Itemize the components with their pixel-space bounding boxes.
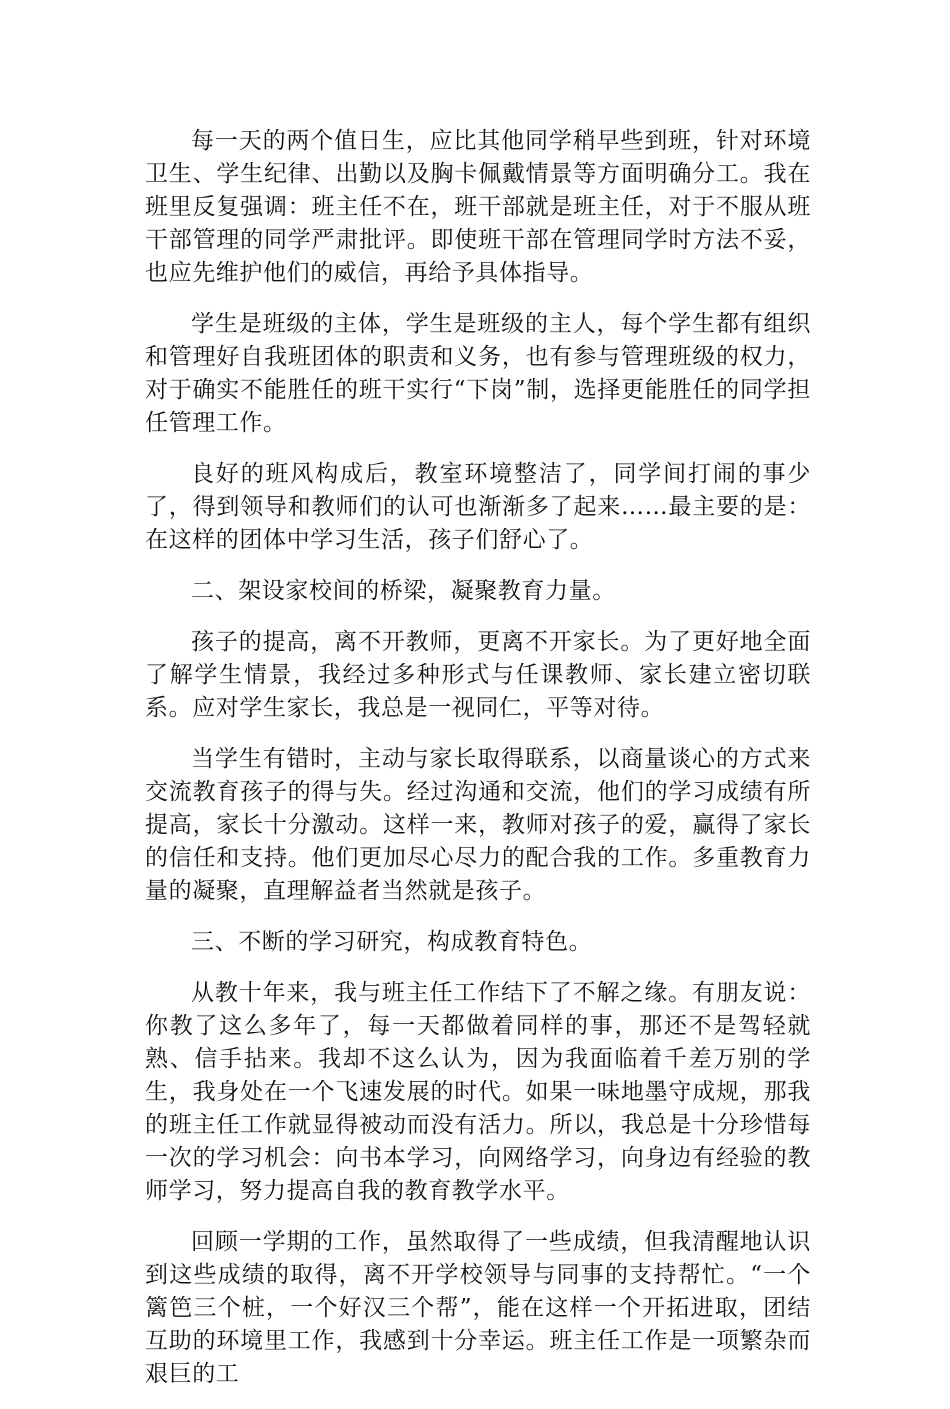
paragraph-student-subject: 学生是班级的主体，学生是班级的主人，每个学生都有组织和管理好自我班团体的职责和义务，也有参与管理班级的权力，对于确实不能胜任的班干实行“下岗”制，选择更能胜任的同学担任管理工作。: [145, 311, 811, 436]
paragraph-student-mistakes: 当学生有错时，主动与家长取得联系，以商量谈心的方式来交流教育孩子的得与失。经过沟通和交流，他们的学习成绩有所提高，家长十分激动。这样一来，教师对孩子的爱，赢得了家长的信任和支持。他们更加尽心尽力的配合我的工作。多重教育力量的凝聚，直理解益者当然就是孩子。: [145, 746, 811, 904]
section-heading-home-school: 二、架设家校间的桥梁，凝聚教育力量。: [191, 578, 616, 604]
document-body: [145, 125, 811, 1409]
section-heading-learning-research: 三、不断的学习研究，构成教育特色。: [191, 929, 593, 955]
paragraph-parents-contact: 孩子的提高，离不开教师，更离不开家长。为了更好地全面了解学生情景，我经过多种形式与任课教师、家长建立密切联系。应对学生家长，我总是一视同仁，平等对待。: [145, 629, 811, 721]
paragraph-duty-students: 每一天的两个值日生，应比其他同学稍早些到班，针对环境卫生、学生纪律、出勤以及胸卡佩戴情景等方面明确分工。我在班里反复强调：班主任不在，班干部就是班主任，对于不服从班干部管理的同学严肃批评。即使班干部在管理同学时方法不妥，也应先维护他们的威信，再给予具体指导。: [145, 128, 811, 286]
paragraph-class-atmosphere: 良好的班风构成后，教室环境整洁了，同学间打闹的事少了，得到领导和教师们的认可也渐渐多了起来……最主要的是：在这样的团体中学习生活，孩子们舒心了。: [145, 461, 811, 553]
paragraph-ten-years-teaching: 从教十年来，我与班主任工作结下了不解之缘。有朋友说：你教了这么多年了，每一天都做着同样的事，那还不是驾轻就熟、信手拈来。我却不这么认为，因为我面临着千差万别的学生，我身处在一个飞速发展的时代。如果一味地墨守成规，那我的班主任工作就显得被动而没有活力。所以，我总是十分珍惜每一次的学习机会：向书本学习，向网络学习，向身边有经验的教师学习，努力提高自我的教育教学水平。: [145, 980, 811, 1204]
paragraph-semester-review: 回顾一学期的工作，虽然取得了一些成绩，但我清醒地认识到这些成绩的取得，离不开学校领导与同事的支持帮忙。“一个篱笆三个桩，一个好汉三个帮”，能在这样一个开拓进取，团结互助的环境里工作，我感到十分幸运。班主任工作是一项繁杂而艰巨的工: [145, 1229, 811, 1387]
